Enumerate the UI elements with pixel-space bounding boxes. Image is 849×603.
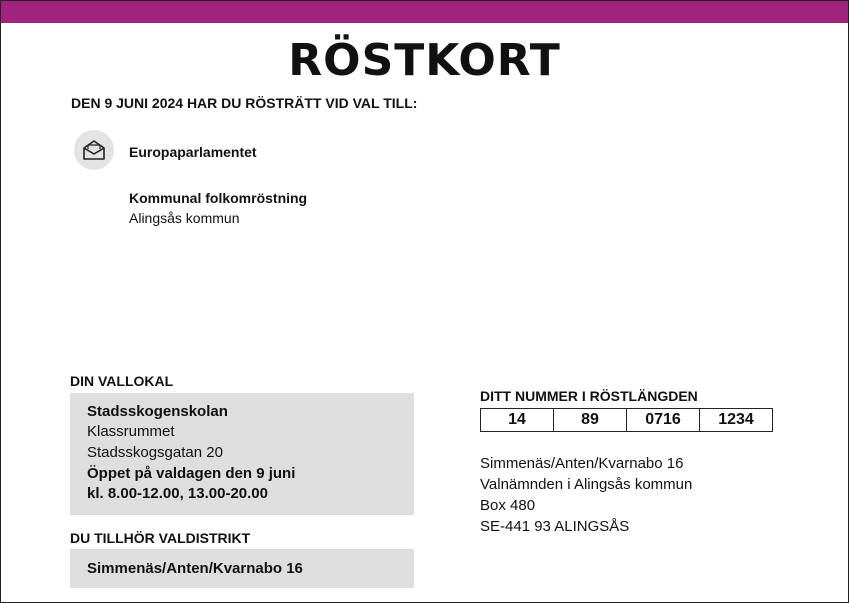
election-europaparlamentet: Europaparlamentet — [129, 144, 257, 160]
polling-place-box — [70, 393, 414, 515]
election-folkomrostning: Kommunal folkomröstning — [129, 190, 308, 206]
polling-place-open-label: Öppet på valdagen den 9 juni — [87, 465, 296, 482]
polling-place-street: Stadsskogsgatan 20 — [87, 444, 223, 461]
register-number-table — [480, 408, 773, 432]
polling-place-room: Klassrummet — [87, 423, 175, 440]
register-number-part: 14 — [481, 409, 554, 431]
card-title: RÖSTKORT — [288, 35, 561, 86]
register-number-part: 1234 — [700, 409, 773, 431]
address-line: Valnämnden i Alingsås kommun — [480, 476, 693, 493]
accent-bar — [1, 1, 848, 23]
election-folkomrostning-municipality: Alingsås kommun — [129, 210, 240, 226]
address-line: Box 480 — [480, 497, 536, 514]
return-address — [480, 453, 692, 537]
register-number-heading: DITT NUMMER I RÖSTLÄNGDEN — [480, 388, 698, 404]
address-line: Simmenäs/Anten/Kvarnabo 16 — [480, 455, 684, 472]
address-line: SE-441 93 ALINGSÅS — [480, 518, 630, 535]
envelope-icon — [74, 130, 114, 170]
district-name: Simmenäs/Anten/Kvarnabo 16 — [87, 560, 303, 577]
register-number-part: 0716 — [627, 409, 700, 431]
polling-place-name: Stadsskogenskolan — [87, 403, 228, 420]
register-number-part: 89 — [554, 409, 627, 431]
district-box — [70, 549, 414, 588]
district-heading: DU TILLHÖR VALDISTRIKT — [70, 530, 251, 546]
card-subtitle: DEN 9 JUNI 2024 HAR DU RÖSTRÄTT VID VAL TILL: — [71, 95, 418, 111]
polling-place-hours: kl. 8.00-12.00, 13.00-20.00 — [87, 485, 268, 502]
polling-place-heading: DIN VALLOKAL — [70, 373, 174, 389]
